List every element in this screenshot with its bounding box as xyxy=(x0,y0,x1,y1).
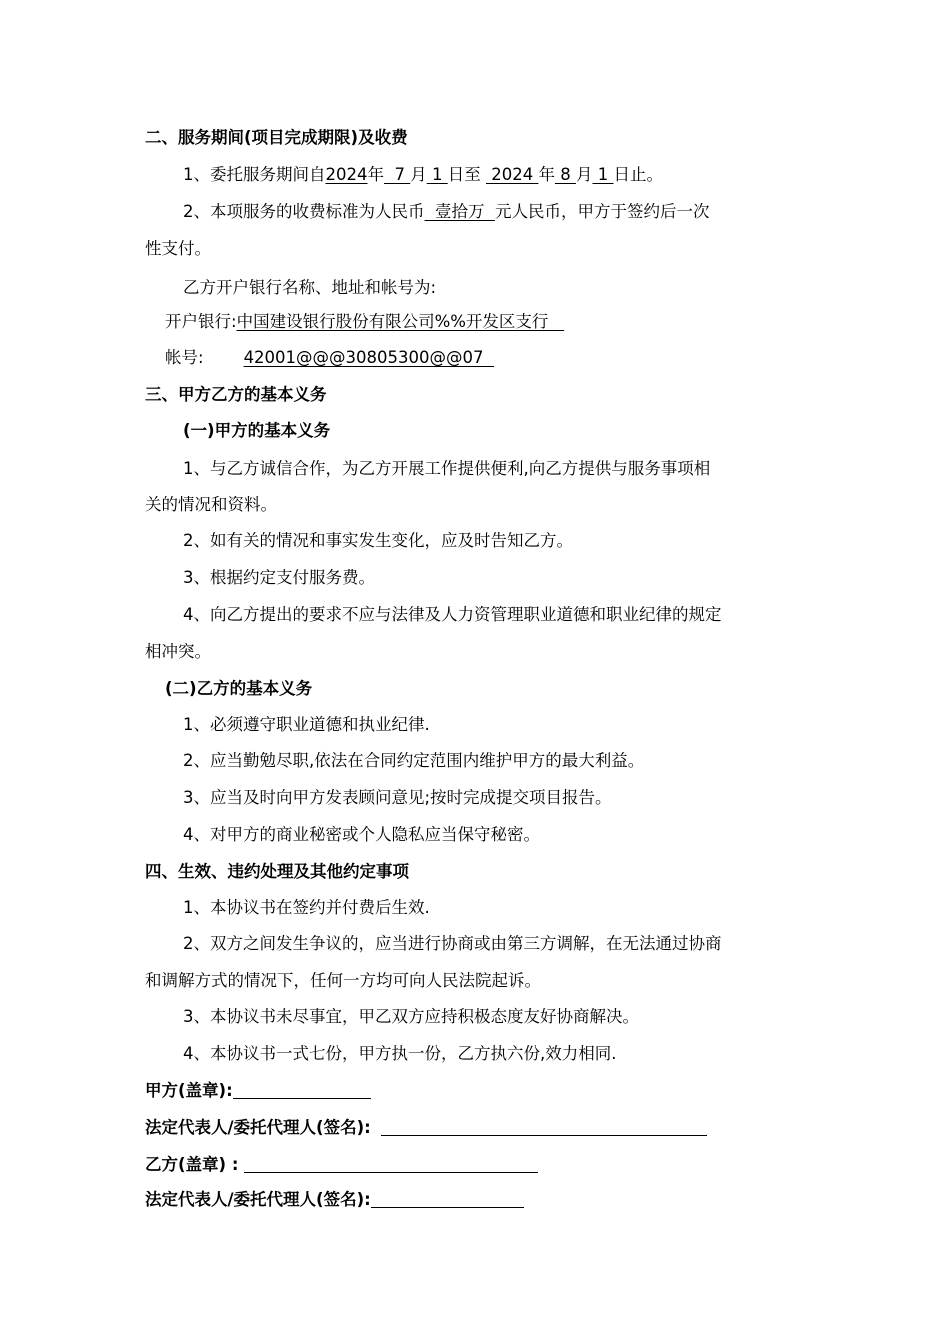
party-b-duty-4: 4、对甲方的商业秘密或个人隐私应当保守秘密。 xyxy=(183,825,540,844)
party-b-duty-1: 1、必须遵守职业道德和执业纪律. xyxy=(183,715,430,734)
account-line: 帐号: 42001@@@30805300@@07 xyxy=(165,348,495,367)
party-b-signature-blank[interactable] xyxy=(371,1189,524,1208)
bank-name: 中国建设银行股份有限公司%%开发区支行 xyxy=(236,312,565,331)
party-a-seal-line: 甲方(盖章): xyxy=(145,1080,371,1102)
clause-4-2-cont: 和调解方式的情况下，任何一方均可向人民法院起诉。 xyxy=(145,971,541,990)
clause-4-4: 4、本协议书一式七份，甲方执一份，乙方执六份,效力相同. xyxy=(183,1044,617,1063)
party-a-signature-blank[interactable] xyxy=(381,1117,707,1136)
end-day: 1 xyxy=(592,165,614,184)
end-month: 8 xyxy=(554,165,576,184)
party-b-seal-blank[interactable] xyxy=(244,1154,538,1173)
section-4-heading: 四、生效、违约处理及其他约定事项 xyxy=(145,862,409,881)
party-a-duty-3: 3、根据约定支付服务费。 xyxy=(183,568,375,587)
fee-clause: 2、本项服务的收费标准为人民币 壹拾万 元人民币，甲方于签约后一次 xyxy=(183,202,710,221)
party-b-duties-heading: (二)乙方的基本义务 xyxy=(165,679,313,698)
fee-clause-continued: 性支付。 xyxy=(145,239,211,258)
fee-amount: 壹拾万 xyxy=(424,202,495,221)
clause-4-2: 2、双方之间发生争议的，应当进行协商或由第三方调解，在无法通过协商 xyxy=(183,934,722,953)
clause-4-1: 1、本协议书在签约并付费后生效. xyxy=(183,898,430,917)
bank-line: 开户银行:中国建设银行股份有限公司%%开发区支行 xyxy=(165,312,565,331)
start-year: 2024 xyxy=(325,165,368,184)
party-a-duties-heading: (一)甲方的基本义务 xyxy=(183,421,331,440)
party-a-duty-4: 4、向乙方提出的要求不应与法律及人力资管理职业道德和职业纪律的规定 xyxy=(183,605,722,624)
party-b-rep-line: 法定代表人/委托代理人(签名): xyxy=(145,1189,524,1211)
party-b-duty-2: 2、应当勤勉尽职,依法在合同约定范围内维护甲方的最大利益。 xyxy=(183,751,645,770)
party-a-seal-blank[interactable] xyxy=(233,1080,371,1099)
start-month: 7 xyxy=(384,165,411,184)
service-period-clause: 1、委托服务期间自2024年 7 月 1 日至 2024 年 8 月 1 日止。 xyxy=(183,165,663,184)
party-a-duty-4-cont: 相冲突。 xyxy=(145,642,211,661)
account-number: 42001@@@30805300@@07 xyxy=(243,348,495,367)
bank-intro: 乙方开户银行名称、地址和帐号为: xyxy=(183,278,437,297)
party-a-duty-1-cont: 关的情况和资料。 xyxy=(145,495,277,514)
end-year: 2024 xyxy=(485,165,539,184)
party-b-seal-line: 乙方(盖章) : xyxy=(145,1154,538,1176)
start-day: 1 xyxy=(426,165,448,184)
clause-4-3: 3、本协议书未尽事宜，甲乙双方应持积极态度友好协商解决。 xyxy=(183,1007,639,1026)
party-a-duty-2: 2、如有关的情况和事实发生变化，应及时告知乙方。 xyxy=(183,531,573,550)
party-a-rep-line: 法定代表人/委托代理人(签名): xyxy=(145,1117,707,1139)
section-2-heading: 二、服务期间(项目完成期限)及收费 xyxy=(145,128,408,147)
section-3-heading: 三、甲方乙方的基本义务 xyxy=(145,385,327,404)
party-a-duty-1: 1、与乙方诚信合作，为乙方开展工作提供便利,向乙方提供与服务事项相 xyxy=(183,459,711,478)
party-b-duty-3: 3、应当及时向甲方发表顾问意见;按时完成提交项目报告。 xyxy=(183,788,612,807)
